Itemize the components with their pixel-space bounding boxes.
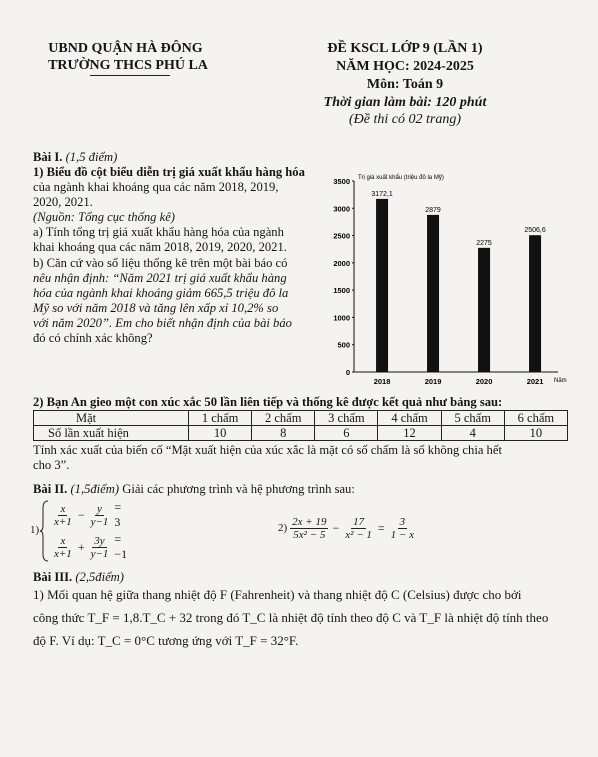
question-2-text: 2) Bạn An gieo một con xúc xắc 50 lần liên tiếp và thống kê được kết quả như bảng sau: <box>33 395 503 409</box>
equals-sign: = <box>377 520 385 535</box>
operator: − <box>332 520 340 535</box>
table-cell: 6 chấm <box>504 411 567 426</box>
text-line <box>33 586 578 603</box>
bar-value-label: 2275 <box>476 239 492 247</box>
equation-row <box>52 500 125 530</box>
school-name: TRƯỜNG THCS PHÚ LA <box>48 58 208 73</box>
denominator: 1 − x <box>390 528 414 541</box>
table-cell: Mặt <box>34 411 189 426</box>
equation-rhs: = −1 <box>114 532 128 561</box>
section-3-text <box>33 586 578 649</box>
bar-value-label: 2506,6 <box>524 227 546 235</box>
chart-ylabel: Trị giá xuất khẩu (triệu đô la Mỹ) <box>358 175 444 181</box>
equation-2 <box>278 513 416 543</box>
text-line: Mỹ so với năm 2018 và tăng lên xấp xỉ 10,2% so <box>33 301 279 315</box>
dice-results-table <box>33 410 568 441</box>
school-district: UBND QUẬN HÀ ĐÔNG <box>48 41 203 56</box>
operator: + <box>77 539 85 554</box>
y-tick-label: 2000 <box>333 258 350 268</box>
fraction <box>343 516 374 541</box>
chart-xlabel: Năm <box>554 378 567 384</box>
x-tick-label: 2020 <box>475 377 493 386</box>
data-source: (Nguồn: Tổng cục thống kê) <box>33 210 175 224</box>
question-1a <box>33 225 325 255</box>
section-1-heading <box>33 150 117 165</box>
y-tick-label: 0 <box>345 368 350 377</box>
text-line: cho 3”. <box>33 458 70 472</box>
text-line: công thức T_F = 1,8.T_C + 32 trong đó T_C là nhiệt độ tính theo độ C và T_F là nhiệt độ tính theo <box>33 610 549 625</box>
denominator: y−1 <box>90 547 109 560</box>
table-cell: 4 chấm <box>378 411 441 426</box>
text-line: 2020, 2021. <box>33 195 93 209</box>
text-line: hóa của ngành khai khoáng giảm 665,5 triệu đô la <box>33 286 289 300</box>
fraction <box>52 535 74 560</box>
exam-duration: Thời gian làm bài: 120 phút <box>323 95 487 110</box>
table-cell: 2 chấm <box>252 411 315 426</box>
text-line: đó có chính xác không? <box>33 331 153 345</box>
page-count-note: (Đề thi có 02 trang) <box>349 112 461 127</box>
bar <box>478 248 490 372</box>
denominator: x² − 1 <box>345 528 372 541</box>
denominator: x+1 <box>54 547 72 560</box>
table-row <box>34 426 568 441</box>
y-tick-label: 1000 <box>333 313 350 323</box>
y-tick-label: 3500 <box>333 177 350 186</box>
table-cell: 8 <box>252 426 315 441</box>
section-1-title: Bài I. <box>33 150 63 164</box>
numerator: 3y <box>94 534 105 547</box>
table-cell: 4 <box>441 426 504 441</box>
section-3-heading <box>33 570 124 585</box>
y-tick-label: 2500 <box>333 231 350 241</box>
subject: Môn: Toán 9 <box>366 77 444 92</box>
section-2-points: (1,5điểm) <box>70 482 120 496</box>
y-tick-label: 1500 <box>333 286 350 296</box>
denominator: y−1 <box>90 515 109 528</box>
bar <box>529 235 541 372</box>
section-3-title: Bài III. <box>33 570 73 584</box>
section-2-title: Bài II. <box>33 482 68 496</box>
text-span: 1) Mối quan hệ giữa thang nhiệt độ F (Fahrenheit) và thang nhiệt độ C (Celsius) được cho bởi <box>33 587 522 602</box>
fraction <box>89 503 111 528</box>
bar <box>427 215 439 372</box>
equation-row <box>52 532 131 562</box>
text-line: 1) Biểu đồ cột biểu diễn trị giá xuất khẩu hàng hóa <box>33 165 305 179</box>
numerator: x <box>60 534 66 547</box>
fraction <box>89 535 111 560</box>
x-tick-label: 2018 <box>373 377 391 386</box>
table-row <box>34 411 568 426</box>
table-cell: 5 chấm <box>441 411 504 426</box>
text-line: với năm 2020”. Em cho biết nhận định của bài báo <box>33 316 292 330</box>
x-tick-label: 2019 <box>424 377 442 386</box>
text-line: độ F. Ví dụ: T_C = 0°C tương ứng với T_F = 32°F. <box>33 633 299 648</box>
table-cell: 1 chấm <box>189 411 252 426</box>
numerator: y <box>97 502 102 515</box>
y-tick-label: 3000 <box>333 204 350 214</box>
problem-number: 1) <box>30 524 40 536</box>
text-line: nêu nhận định: “Năm 2021 trị giá xuất khẩu hàng <box>33 271 287 285</box>
export-value-bar-chart <box>318 165 580 395</box>
y-tick-label: 500 <box>337 340 350 350</box>
denominator: x+1 <box>54 515 72 528</box>
section-2-text: Giải các phương trình và hệ phương trình sau: <box>122 482 355 496</box>
table-cell: 6 <box>315 426 378 441</box>
section-3-points: (2,5điểm) <box>75 570 124 584</box>
problem-number: 2) <box>278 522 288 534</box>
table-cell: 10 <box>189 426 252 441</box>
table-cell: 10 <box>504 426 567 441</box>
fraction <box>389 516 416 541</box>
operator: − <box>77 507 85 522</box>
section-1-points: (1,5 điểm) <box>65 150 118 164</box>
text-line: b) Căn cứ vào số liệu thống kê trên một bài báo có <box>33 256 288 270</box>
bar-value-label: 3172,1 <box>371 190 393 198</box>
left-brace-icon <box>40 500 50 562</box>
bar-value-label: 2879 <box>425 206 441 214</box>
text-line: a) Tính tổng trị giá xuất khẩu hàng hóa của ngành <box>33 225 284 239</box>
table-cell: 3 chấm <box>315 411 378 426</box>
x-tick-label: 2021 <box>526 377 544 386</box>
numerator: 2x + 19 <box>292 515 327 528</box>
question-2-probability <box>33 443 573 473</box>
numerator: 17 <box>353 515 365 528</box>
school-year: NĂM HỌC: 2024-2025 <box>336 59 474 74</box>
bar <box>376 199 388 372</box>
table-cell: Số lần xuất hiện <box>34 426 189 441</box>
equation-rhs: = 3 <box>114 500 122 529</box>
fraction <box>52 503 74 528</box>
numerator: x <box>60 502 66 515</box>
numerator: 3 <box>399 515 406 528</box>
denominator: 5x² − 5 <box>293 528 326 541</box>
fraction <box>290 516 328 541</box>
exam-title: ĐỀ KSCL LỚP 9 (LẦN 1) <box>327 41 483 56</box>
text-line: của ngành khai khoáng qua các năm 2018, 2019, <box>33 180 279 194</box>
question-1b <box>33 256 325 346</box>
header-underline-left <box>90 75 170 76</box>
text-line: khai khoáng qua các năm 2018, 2019, 2020, 2021. <box>33 240 287 254</box>
question-1-text <box>33 165 325 210</box>
table-cell: 12 <box>378 426 441 441</box>
section-2-heading <box>33 482 355 497</box>
text-line: Tính xác xuất của biến cố “Mặt xuất hiện của xúc xắc là mặt có số chấm là số không chia hết <box>33 443 502 457</box>
